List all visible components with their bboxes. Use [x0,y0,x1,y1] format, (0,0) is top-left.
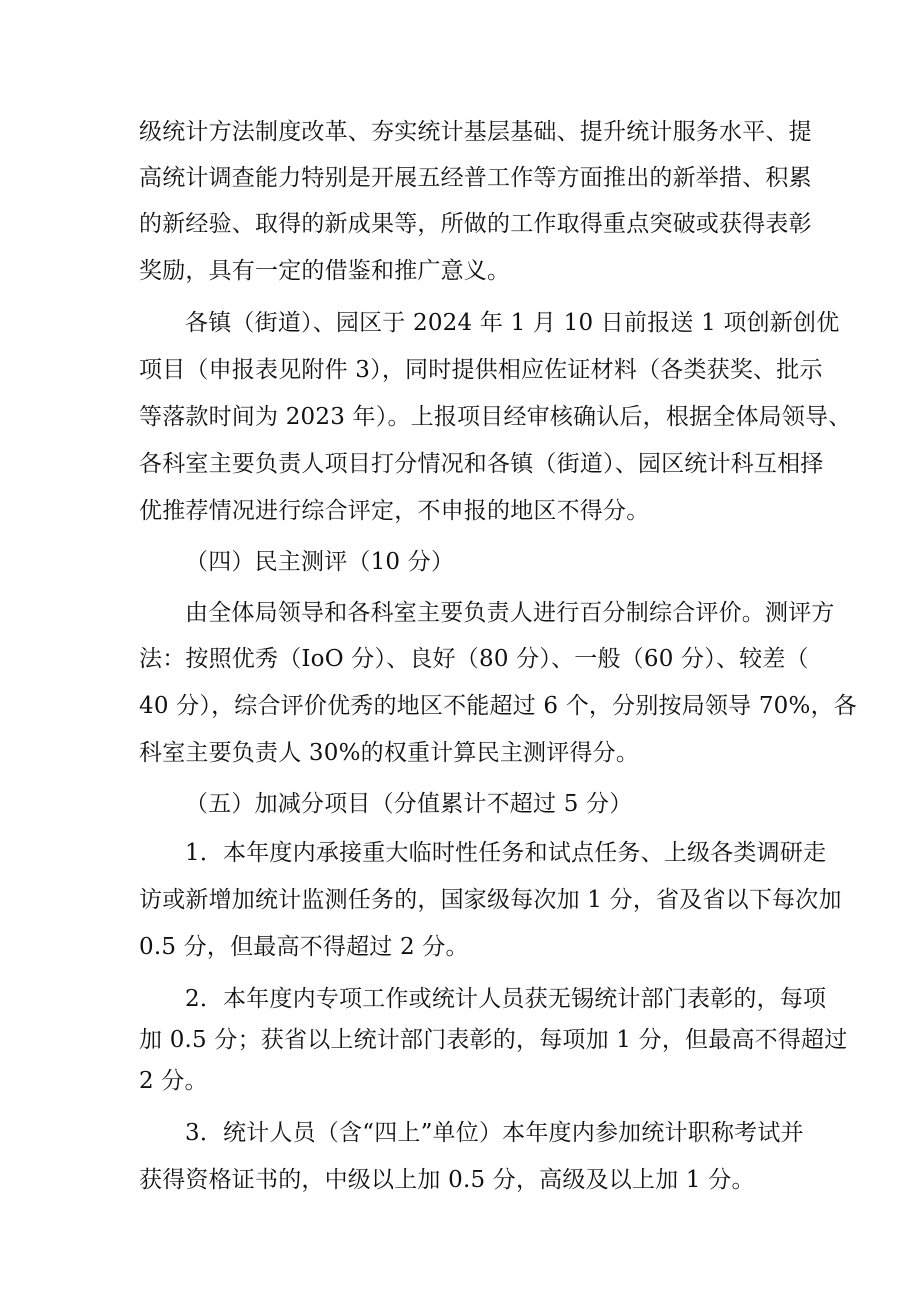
paragraph-1-line-3: 的新经验、取得的新成果等，所做的工作取得重点突破或获得表彰 [139,211,812,237]
paragraph-2-line-1: 各镇（街道）、园区于 2024 年 1 月 10 日前报送 1 项创新创优 [185,310,840,336]
paragraph-5-line-1: 2．本年度内专项工作或统计人员获无锡统计部门表彰的，每项 [185,986,827,1012]
paragraph-6-line-2: 获得资格证书的，中级以上加 0.5 分，高级及以上加 1 分。 [139,1167,755,1193]
paragraph-3-line-3: 40 分），综合评价优秀的地区不能超过 6 个，分别按局领导 70%，各 [139,693,857,719]
paragraph-1-line-4: 奖励，具有一定的借鉴和推广意义。 [139,258,511,284]
section-heading-5: （五）加减分项目（分值累计不超过 5 分） [185,791,633,817]
paragraph-3-line-2: 法：按照优秀（IoO 分）、良好（80 分）、一般（60 分）、较差（ [139,646,809,672]
paragraph-4-line-2: 访或新增加统计监测任务的，国家级每次加 1 分，省及省以下每次加 [139,887,842,913]
paragraph-4-line-3: 0.5 分，但最高不得超过 2 分。 [139,934,469,960]
paragraph-3-line-4: 科室主要负责人 30%的权重计算民主测评得分。 [139,740,640,766]
paragraph-4-line-1: 1．本年度内承接重大临时性任务和试点任务、上级各类调研走 [185,840,827,866]
paragraph-6-line-1: 3．统计人员（含“四上”单位）本年度内参加统计职称考试并 [185,1120,804,1146]
paragraph-2-line-4: 各科室主要负责人项目打分情况和各镇（街道）、园区统计科互相择 [139,451,824,477]
paragraph-5-line-2: 加 0.5 分；获省以上统计部门表彰的，每项加 1 分，但最高不得超过 [139,1027,848,1053]
paragraph-3-line-1: 由全体局领导和各科室主要负责人进行百分制综合评价。测评方 [185,600,835,626]
section-heading-4: （四）民主测评（10 分） [185,549,455,575]
paragraph-2-line-5: 优推荐情况进行综合评定，不申报的地区不得分。 [139,498,650,524]
paragraph-5-line-3: 2 分。 [139,1068,208,1094]
paragraph-1-line-1: 级统计方法制度改革、夯实统计基层基础、提升统计服务水平、提 [139,119,812,145]
paragraph-2-line-2: 项目（申报表见附件 3），同时提供相应佐证材料（各类获奖、批示 [139,357,823,383]
paragraph-2-line-3: 等落款时间为 2023 年）。上报项目经审核确认后，根据全体局领导、 [139,404,852,430]
paragraph-1-line-2: 高统计调查能力特别是开展五经普工作等方面推出的新举措、积累 [139,165,812,191]
